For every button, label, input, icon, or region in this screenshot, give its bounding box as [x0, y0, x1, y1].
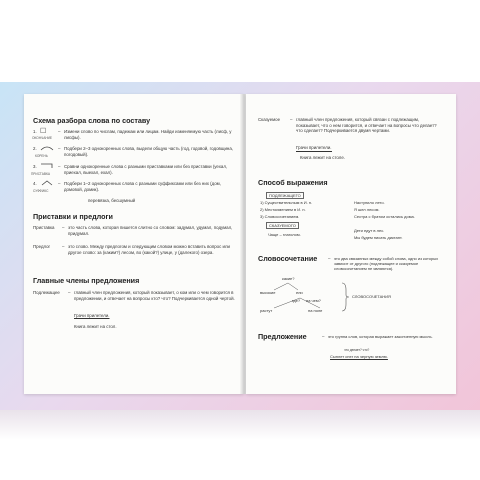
tree-word-right: на поле	[308, 308, 323, 313]
predicate-way: Чаще – глаголом.	[268, 232, 301, 237]
tree-bracket	[340, 282, 350, 312]
tree-word-low: растут	[260, 308, 273, 313]
phrase-title: Словосочетание	[258, 254, 318, 263]
prep-text: это слово. Между предлогом и следующим словом можно вставить вопрос или другое слово: за (каким?) лесом, во (какой?) улице, у (далекого) озера.	[68, 244, 230, 255]
schema-number-1: 1.	[33, 129, 37, 134]
dash: –	[58, 129, 61, 134]
members-title: Главные члены предложения	[33, 276, 140, 285]
tree-word-q: где?	[292, 298, 301, 303]
schema-number-3: 3.	[33, 164, 37, 169]
schema-label-1: ОКОНЧАНИЕ	[32, 136, 53, 140]
dash: –	[58, 181, 61, 186]
sentence-question: что делает? что?	[344, 348, 370, 352]
right-page	[246, 94, 456, 394]
predicate-example-b: Мы будем писать диктант.	[354, 235, 403, 240]
schema-label-2: КОРЕНЬ	[35, 154, 48, 158]
expression-title: Способ выражения	[258, 178, 328, 187]
predicate-text: главный член предложения, который связан с подлежащим, показывает, что о нем говорится, и отвечает на вопросы что делает? что сделает? Подчеркивается двумя чертами.	[296, 117, 437, 134]
schema-label-3: ПРИСТАВКА	[31, 172, 50, 176]
dash: –	[68, 290, 71, 295]
tree-label: СЛОВОСОЧЕТАНИЯ	[352, 294, 391, 299]
subject-way-head: ПОДЛЕЖАЩЕГО	[266, 192, 304, 199]
sentence-title: Предложение	[258, 332, 307, 341]
schema-text-1: Измени слово по числам, падежам или лицам. Найди изменяемую часть (лисф, у лисфы).	[64, 129, 232, 140]
schema-text-2: Подбери 2–3 однокоренных слова, выдели общую часть (год, годовой, годовщина, погодовый).	[64, 146, 234, 157]
predicate-way-head: СКАЗУЕМОГО	[266, 222, 299, 229]
dash: –	[328, 256, 331, 261]
subject-way-2: 2) Местоимением в И. п.	[260, 207, 306, 212]
root-arc-icon	[40, 145, 54, 151]
predicate-example-2: Книга лежит на столе.	[300, 155, 345, 160]
subject-example-2: Книга лежит на стол.	[74, 324, 117, 329]
predicate-example-a: Дети едут в лес.	[354, 228, 385, 233]
prefix-text: это часть слова, которая пишется слитно со словом: задумал, удумал, подумал, придумал.	[68, 225, 233, 236]
subject-example-b: Я шел лесом.	[354, 207, 380, 212]
left-page	[24, 94, 244, 394]
prefix-term: Приставка	[33, 225, 55, 230]
tree-word-q2: на чем?	[306, 298, 321, 303]
dash: –	[290, 117, 293, 122]
dash: –	[322, 334, 325, 339]
predicate-term: Сказуемое	[258, 117, 281, 122]
tree-word-mid: ели	[296, 290, 303, 295]
prep-term: Предлог	[33, 244, 51, 249]
subject-example-1: Грачи прилетели.	[74, 313, 110, 318]
phrase-tree-diagram	[260, 274, 344, 316]
phrase-text: это два связанных между собой слова, одно из которых зависит от другого (подлежащее и сказуемое словосочетанием не являются).	[334, 256, 439, 271]
book-shadow	[0, 410, 480, 440]
dash: –	[58, 146, 61, 151]
suffix-caret-icon	[41, 180, 53, 186]
tree-word-left: высокие	[260, 290, 276, 295]
schema-text-3: Сравни однокоренные слова с разными приставками или без приставки (уехал, приехал, выехал, ехал).	[64, 164, 228, 175]
dash: –	[58, 164, 61, 169]
schema-number-4: 4.	[33, 181, 37, 186]
subject-example-c: Сестра с братом остались дома.	[354, 214, 415, 219]
sentence-text: это группа слов, которая выражает законченную мысль.	[328, 334, 433, 339]
subject-text: главный член предложения, который показывает, о ком или о чем говорится в предложении, и отвечает на вопросы кто? что? Подчеркивается одной чертой.	[74, 290, 235, 301]
subject-example-a: Наступило лето.	[354, 200, 385, 205]
example-words: перевязка, бесшумный	[88, 198, 136, 203]
tree-word-top: какие?	[282, 276, 295, 281]
schema-number-2: 2.	[33, 146, 37, 151]
subject-way-3: 3) Словосочетанием.	[260, 214, 300, 219]
prefix-corner-icon	[40, 163, 54, 169]
subject-way-1: 1) Существительным в И. п.	[260, 200, 313, 205]
sentence-example: Сыплет снег на черную землю.	[330, 354, 388, 359]
subject-term: Подлежащее	[33, 290, 60, 295]
prefix-title: Приставки и предлоги	[33, 212, 113, 221]
predicate-example-1: Грачи прилетели.	[296, 145, 332, 150]
schema-text-4: Подбери 1–2 однокоренных слова с разными суффиксами или без них (дом, домовой, домик).	[64, 181, 221, 192]
schema-label-4: СУФФИКС	[33, 189, 49, 193]
dash: –	[62, 244, 65, 249]
ending-box-icon: ☐	[40, 128, 47, 135]
dash: –	[62, 225, 65, 230]
schema-title: Схема разбора слова по составу	[33, 116, 151, 125]
